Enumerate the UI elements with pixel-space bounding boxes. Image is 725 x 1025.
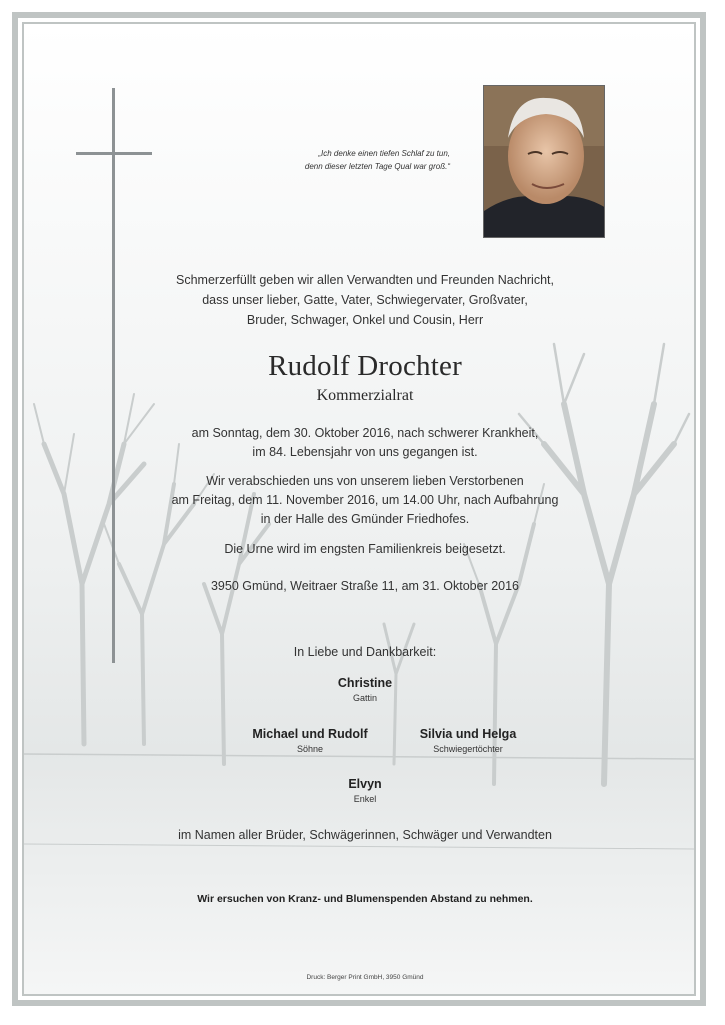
mourner-relation: Gattin [352,693,377,703]
farewell-notice [150,472,580,529]
mourner-name: Michael und Rudolf [252,727,368,741]
mourner-sons [220,727,400,754]
death-notice [150,424,580,462]
portrait-photo [483,85,605,238]
urn-notice: Die Urne wird im engsten Familienkreis beigesetzt. [224,542,506,556]
farewell-line-2: am Freitag, dem 11. November 2016, um 14.00 Uhr, nach Aufbahrung [171,493,559,507]
intro-line-2: dass unser lieber, Gatte, Vater, Schwiegervater, Großvater, [202,293,528,307]
quote [230,147,450,173]
farewell-line-3: in der Halle des Gmünder Friedhofes. [260,512,470,526]
announcement-intro [150,270,580,330]
deceased-title: Kommerzialrat [316,387,414,404]
printer-credit: Druck: Berger Print GmbH, 3950 Gmünd [306,974,424,981]
mourner-name: Christine [337,676,393,690]
place-date: 3950 Gmünd, Weitraer Straße 11, am 31. Oktober 2016 [210,579,520,593]
death-line-1: am Sonntag, dem 30. Oktober 2016, nach schwerer Krankheit, [191,426,539,440]
mourner-grandchild [280,777,450,804]
mourner-christine [280,676,450,703]
mourner-daughters-in-law [378,727,558,754]
quote-line-2: denn dieser letzten Tage Qual war groß.“ [304,162,450,171]
other-mourners: im Namen aller Brüder, Schwägerinnen, Schwäger und Verwandten [178,828,552,842]
farewell-line-1: Wir verabschieden uns von unserem lieben Verstorbenen [206,474,524,488]
mourner-relation: Söhne [296,744,324,754]
quote-line-1: „Ich denke einen tiefen Schlaf zu tun, [318,149,450,158]
intro-line-1: Schmerzerfüllt geben wir allen Verwandten und Freunden Nachricht, [176,273,554,287]
intro-line-3: Bruder, Schwager, Onkel und Cousin, Herr [246,313,484,327]
mourner-relation: Enkel [353,794,377,804]
death-line-2: im 84. Lebensjahr von uns gegangen ist. [252,445,478,459]
mourners-intro: In Liebe und Dankbarkeit: [293,645,437,659]
donation-request: Wir ersuchen von Kranz- und Blumenspenden Abstand zu nehmen. [197,893,533,905]
mourner-name: Silvia und Helga [419,727,517,741]
mourner-name: Elvyn [348,777,382,791]
mourner-relation: Schwiegertöchter [433,744,503,754]
deceased-name: Rudolf Drochter [268,350,462,382]
